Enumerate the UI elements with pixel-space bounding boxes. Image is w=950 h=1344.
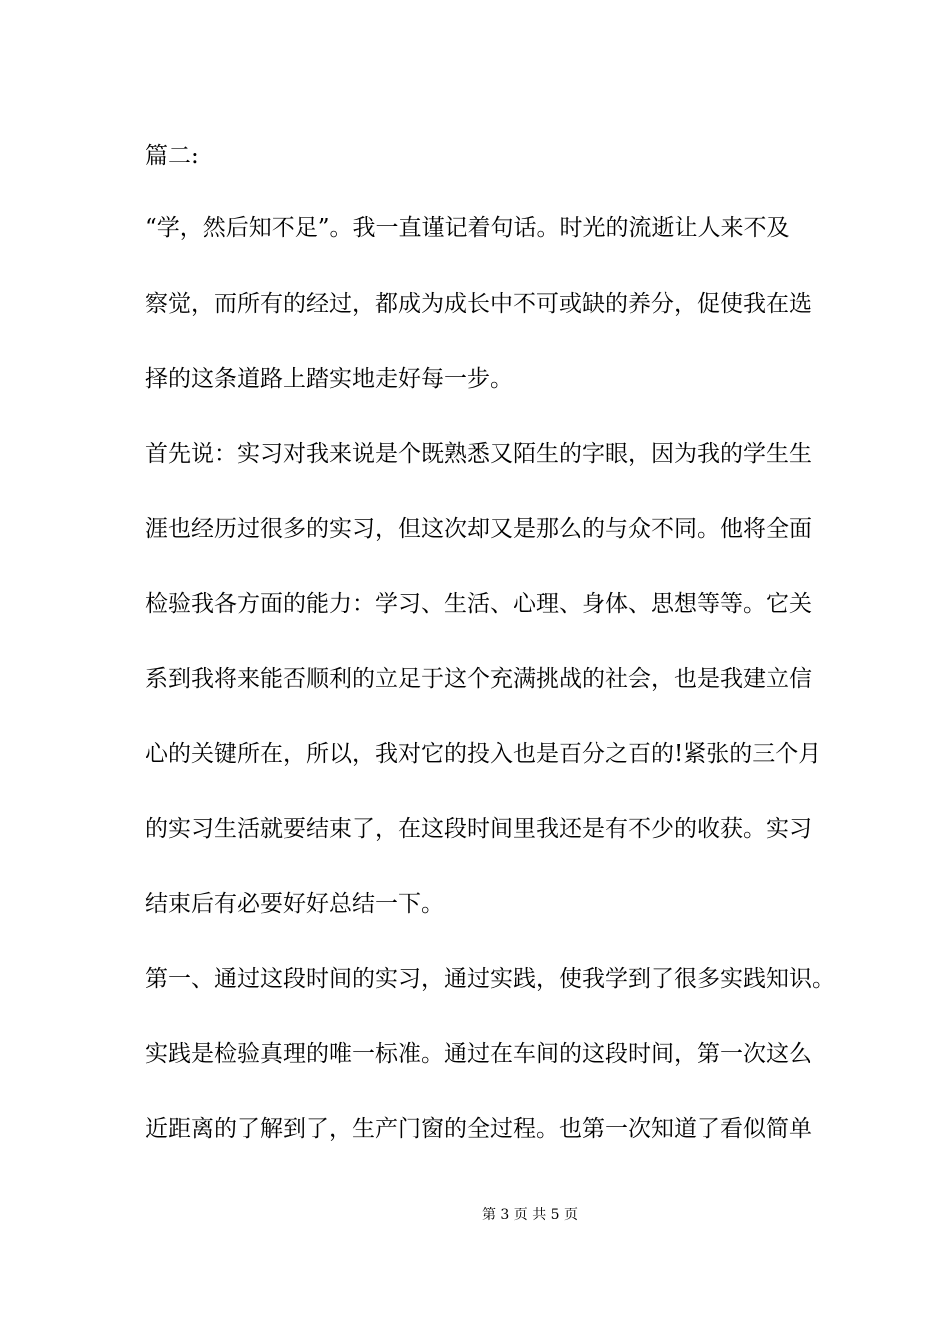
paragraph-line: 系到我将来能否顺利的立足于这个充满挑战的社会，也是我建立信 [145, 666, 812, 692]
paragraph-line: “学，然后知不足”。我一直谨记着句话。时光的流逝让人来不及 [145, 215, 790, 241]
section-heading: 篇二: [145, 143, 199, 169]
paragraph-line: 察觉，而所有的经过，都成为成长中不可或缺的养分，促使我在选 [145, 291, 812, 317]
paragraph-line: 实践是检验真理的唯一标准。通过在车间的这段时间，第一次这么 [145, 1041, 812, 1067]
page-number-footer: 第 3 页 共 5 页 [481, 1207, 579, 1223]
paragraph-line: 涯也经历过很多的实习，但这次却又是那么的与众不同。他将全面 [145, 516, 812, 542]
paragraph-line: 的实习生活就要结束了，在这段时间里我还是有不少的收获。实习 [145, 816, 812, 842]
paragraph-line: 第一、通过这段时间的实习，通过实践，使我学到了很多实践知识。 [145, 966, 835, 992]
paragraph-line: 检验我各方面的能力：学习、生活、心理、身体、思想等等。它关 [145, 591, 812, 617]
paragraph-line: 近距离的了解到了，生产门窗的全过程。也第一次知道了看似简单 [145, 1116, 812, 1142]
paragraph-line: 首先说：实习对我来说是个既熟悉又陌生的字眼，因为我的学生生 [145, 441, 812, 467]
paragraph-line: 心的关键所在，所以，我对它的投入也是百分之百的!紧张的三个月 [145, 741, 822, 767]
paragraph-line: 结束后有必要好好总结一下。 [145, 891, 444, 917]
paragraph-line: 择的这条道路上踏实地走好每一步。 [145, 366, 513, 392]
